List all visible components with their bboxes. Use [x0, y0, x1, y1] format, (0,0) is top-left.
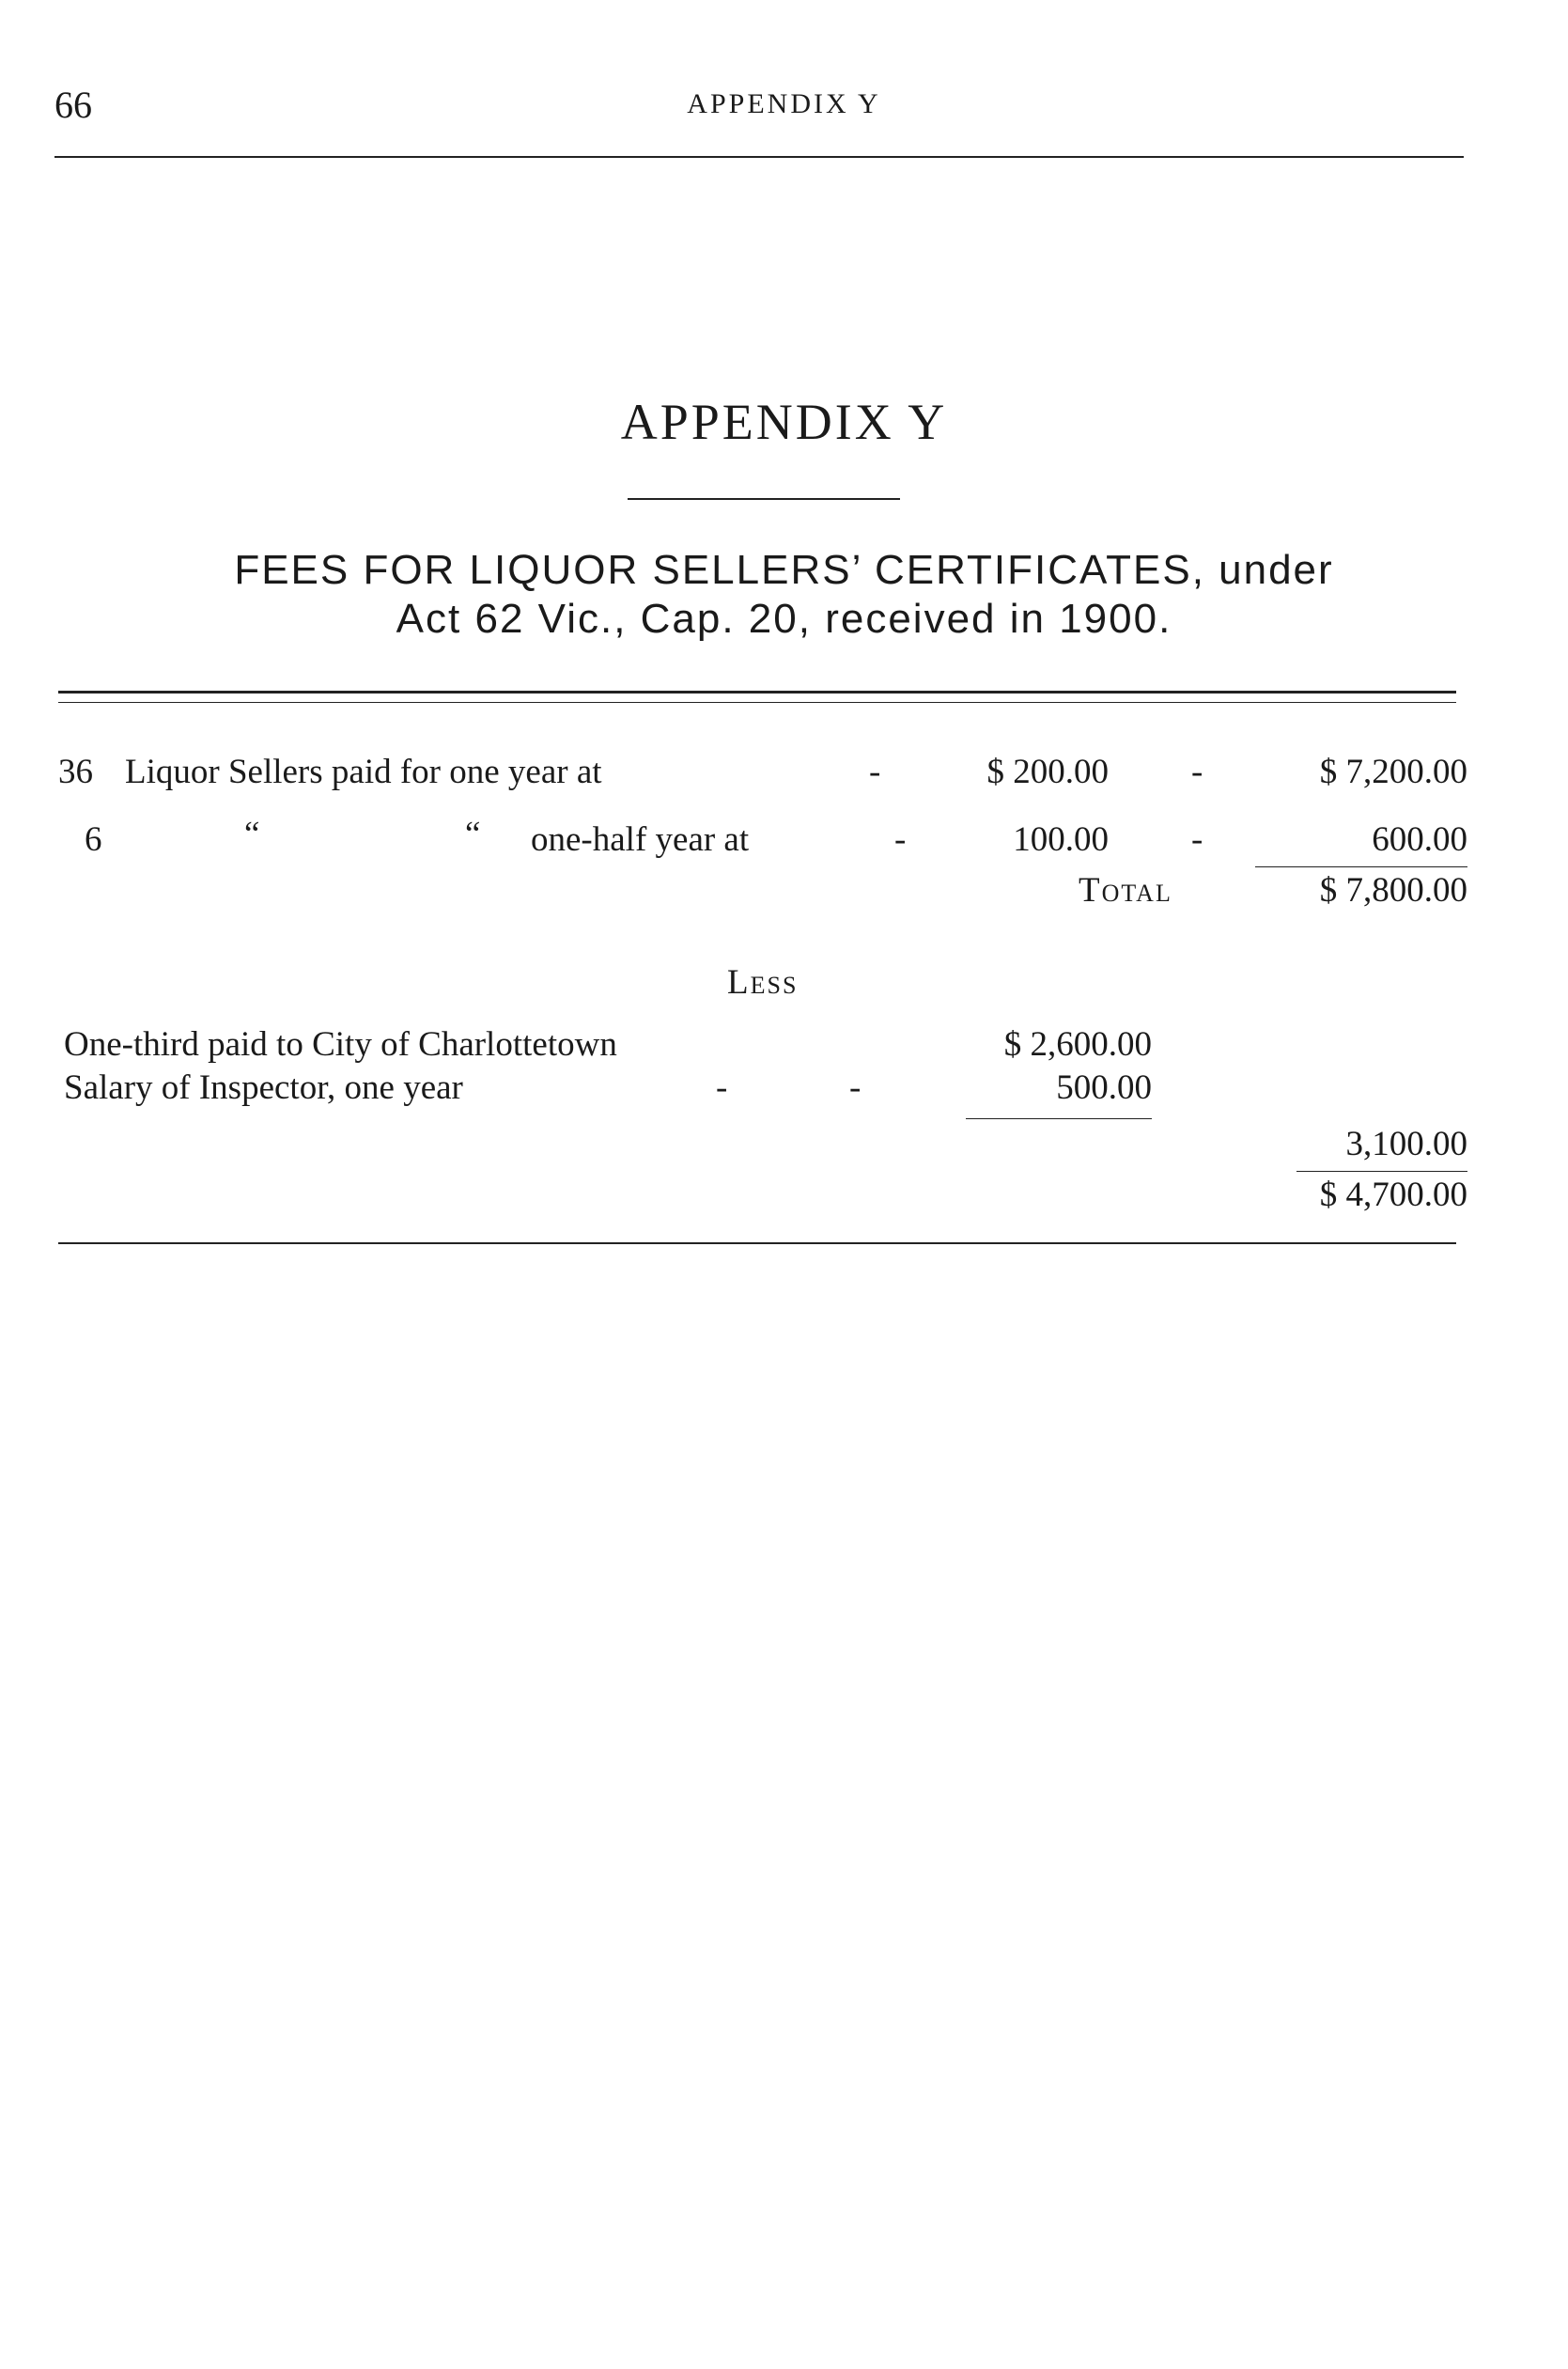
net-rule — [1296, 1171, 1467, 1172]
subtitle-line-1: FEES FOR LIQUOR SELLERS’ CERTIFICATES, under — [234, 547, 1334, 593]
total-amount: $ 7,800.00 — [1319, 871, 1467, 910]
row-description: Liquor Sellers paid for one year at — [125, 753, 602, 791]
ditto-mark: “ — [244, 815, 260, 853]
table-top-rule-thin — [58, 702, 1456, 703]
running-head: APPENDIX Y — [687, 88, 881, 119]
row-rate: 100.00 — [1013, 820, 1109, 859]
ditto-mark: “ — [465, 815, 481, 853]
page-title: APPENDIX Y — [620, 394, 948, 450]
net-amount: $ 4,700.00 — [1319, 1176, 1467, 1214]
row-leader-dash: - — [716, 1068, 728, 1107]
deductions-rule — [966, 1118, 1152, 1119]
deduction-description: One-third paid to City of Charlottetown — [64, 1025, 617, 1064]
row-rate: $ 200.00 — [986, 753, 1109, 791]
deduction-description: Salary of Inspector, one year — [64, 1068, 463, 1107]
subtitle-line-2: Act 62 Vic., Cap. 20, received in 1900. — [396, 596, 1172, 642]
less-heading: Less — [727, 963, 799, 1002]
subtotal-rule — [1255, 866, 1467, 867]
deduction-amount: $ 2,600.00 — [1003, 1025, 1152, 1064]
header-rule — [54, 156, 1464, 158]
row-leader-dash: - — [1191, 753, 1203, 791]
title-underline — [628, 498, 900, 500]
deduction-amount: 500.00 — [1056, 1068, 1152, 1107]
row-leader-dash: - — [869, 753, 881, 791]
row-leader-dash: - — [894, 820, 907, 859]
row-count: 6 — [85, 820, 102, 859]
row-description: one-half year at — [531, 820, 750, 859]
bottom-rule — [58, 1242, 1456, 1244]
page-number: 66 — [54, 84, 92, 126]
row-amount: 600.00 — [1372, 820, 1467, 859]
total-label: Total — [1079, 871, 1172, 910]
row-amount: $ 7,200.00 — [1319, 753, 1467, 791]
row-leader-dash: - — [1191, 820, 1203, 859]
table-top-rule — [58, 691, 1456, 694]
row-count: 36 — [58, 753, 93, 791]
deductions-total: 3,100.00 — [1345, 1125, 1467, 1163]
row-leader-dash: - — [849, 1068, 862, 1107]
